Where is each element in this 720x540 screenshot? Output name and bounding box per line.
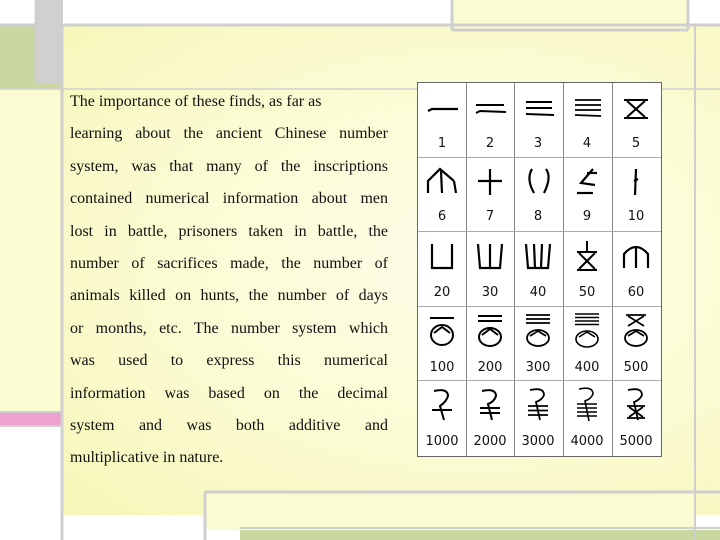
numeral-label: 7 xyxy=(485,209,495,224)
numeral-label: 40 xyxy=(529,285,547,300)
text-line: system, was that many of the inscriptions xyxy=(70,157,388,175)
numeral-label: 4000 xyxy=(570,434,604,449)
numeral-label: 8 xyxy=(533,209,543,224)
text-line: contained numerical information about men xyxy=(70,190,388,208)
glyph-9 xyxy=(563,163,611,200)
numeral-label: 500 xyxy=(623,360,649,375)
glyph-1000 xyxy=(418,386,466,423)
glyph-8 xyxy=(514,163,562,200)
glyph-7 xyxy=(466,163,514,200)
glyph-2000 xyxy=(466,386,514,423)
numeral-label: 20 xyxy=(433,285,451,300)
numeral-label: 1 xyxy=(437,136,447,151)
grid-line xyxy=(418,231,661,232)
glyph-400 xyxy=(563,313,611,350)
text-line: animals killed on hunts, the number of days xyxy=(70,287,388,305)
glyph-3 xyxy=(514,89,562,126)
glyph-20 xyxy=(418,238,466,275)
numeral-label: 3 xyxy=(533,136,543,151)
text-line: system and was both additive and xyxy=(70,417,388,435)
text-line: multiplicative in nature. xyxy=(70,449,224,467)
glyph-40 xyxy=(514,238,562,275)
text-line: number of sacrifices made, the number of xyxy=(70,255,388,273)
glyph-4 xyxy=(563,89,611,126)
numeral-label: 6 xyxy=(437,209,447,224)
numeral-label: 3000 xyxy=(521,434,555,449)
numeral-label: 1000 xyxy=(425,434,459,449)
text-line: learning about the ancient Chinese number xyxy=(70,125,388,143)
numeral-label: 5000 xyxy=(619,434,653,449)
numeral-label: 5 xyxy=(631,136,641,151)
numeral-label: 9 xyxy=(582,209,592,224)
glyph-6 xyxy=(418,163,466,200)
numeral-label: 4 xyxy=(582,136,592,151)
numeral-label: 30 xyxy=(481,285,499,300)
numeral-label: 400 xyxy=(574,360,600,375)
text-line: lost in battle, prisoners taken in battle, the xyxy=(70,222,388,240)
glyph-300 xyxy=(514,313,562,350)
numeral-label: 300 xyxy=(525,360,551,375)
glyph-10 xyxy=(612,163,660,200)
grid-line xyxy=(418,380,661,381)
glyph-50 xyxy=(563,238,611,275)
glyph-60 xyxy=(612,238,660,275)
grid-line xyxy=(418,306,661,307)
grid-line xyxy=(418,157,661,158)
numeral-label: 10 xyxy=(627,209,645,224)
numeral-label: 2 xyxy=(485,136,495,151)
text-line: The importance of these finds, as far as xyxy=(70,93,322,110)
glyph-4000 xyxy=(563,386,611,423)
numeral-label: 100 xyxy=(429,360,455,375)
glyph-3000 xyxy=(514,386,562,423)
numeral-label: 2000 xyxy=(473,434,507,449)
body-paragraph xyxy=(70,86,388,475)
oracle-bone-numeral-table xyxy=(417,82,662,457)
glyph-30 xyxy=(466,238,514,275)
text-line: was used to express this numerical xyxy=(70,352,388,370)
numeral-label: 50 xyxy=(578,285,596,300)
numeral-label: 200 xyxy=(477,360,503,375)
glyph-5000 xyxy=(612,386,660,423)
glyph-100 xyxy=(418,313,466,350)
glyph-2 xyxy=(466,89,514,126)
glyph-200 xyxy=(466,313,514,350)
glyph-500 xyxy=(612,313,660,350)
text-line: or months, etc. The number system which xyxy=(70,319,388,337)
text-line: information was based on the decimal xyxy=(70,384,388,402)
numeral-label: 60 xyxy=(627,285,645,300)
glyph-1 xyxy=(418,89,466,126)
glyph-5 xyxy=(612,89,660,126)
